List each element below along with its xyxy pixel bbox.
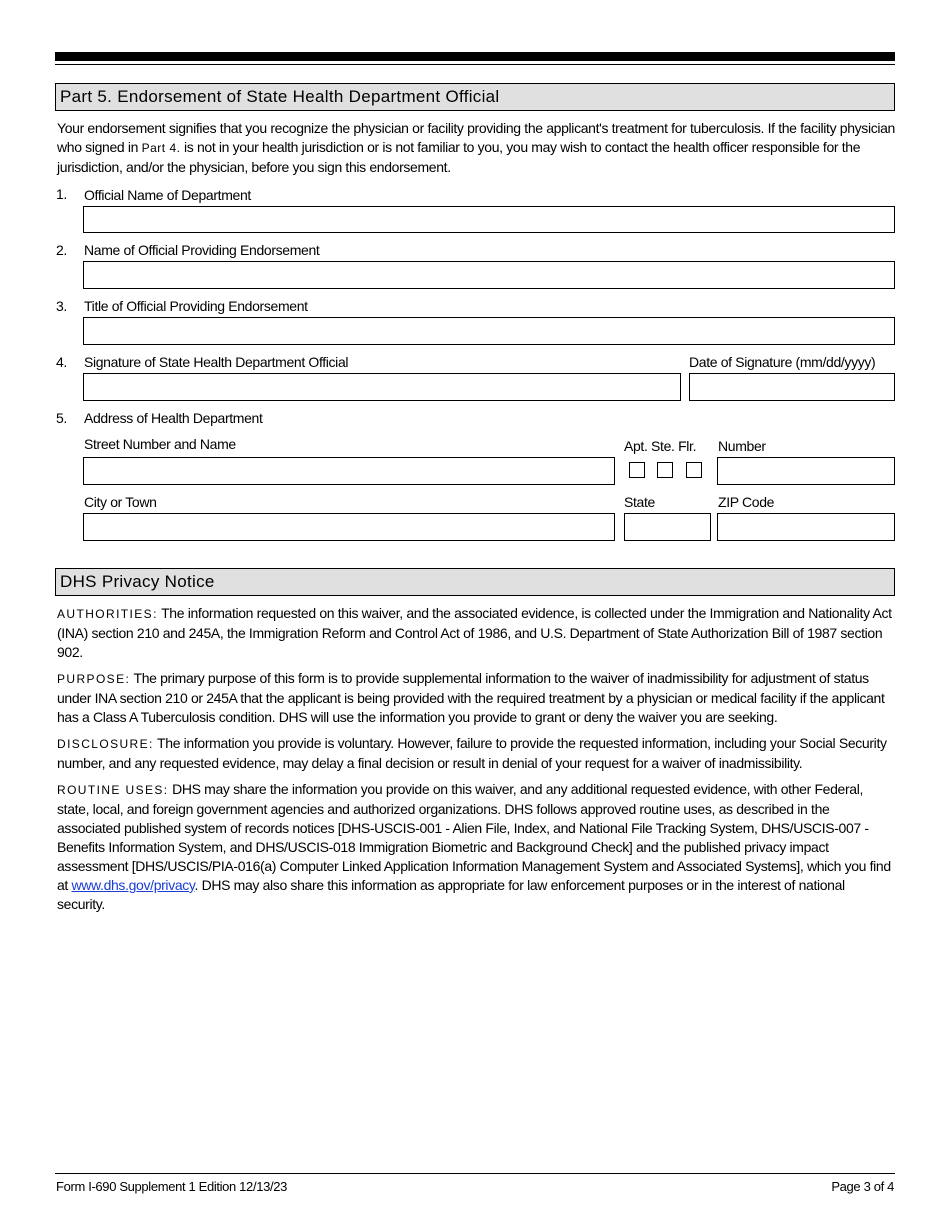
- city-field[interactable]: [83, 513, 615, 541]
- zip-label: ZIP Code: [718, 494, 775, 510]
- zip-field[interactable]: [717, 513, 895, 541]
- purpose-section: [57, 669, 893, 727]
- item-number: 2.: [56, 242, 67, 258]
- city-label: City or Town: [84, 494, 157, 510]
- part5-intro: [57, 119, 897, 177]
- street-field[interactable]: [83, 457, 615, 485]
- apt-checkbox[interactable]: [629, 462, 645, 478]
- number-label: Number: [718, 438, 766, 454]
- section-text: DHS may share the information you provide on this waiver, and any additional requested evidence, with other Federal, state, local, and foreign government agencies and authorized organizations. DHS follows approved routine uses, as described in the associated published system of records notices [DHS-USCIS-001 - Alien File, Index, and National File Tracking System, DHS/USCIS-007 - Benefits Information System, and DHS/USCIS-018 Immigration Biometric and Background Check] and the published privacy impact assessment [DHS/USCIS/PIA-016(a) Computer Linked Application Information Management System and Associated Systems], which you find at: [57, 781, 891, 893]
- authorities-section: [57, 604, 893, 662]
- disclosure-section: [57, 734, 893, 773]
- item-number: 4.: [56, 354, 67, 370]
- privacy-link[interactable]: www.dhs.gov/privacy: [71, 877, 195, 893]
- part4-ref: Part 4.: [141, 141, 181, 155]
- state-label: State: [624, 494, 655, 510]
- section-head: AUTHORITIES:: [57, 607, 158, 621]
- official-name-field[interactable]: [83, 261, 895, 289]
- section-text: The primary purpose of this form is to provide supplemental information to the waiver of inadmissibility for adjustment of status under INA section 210 or 245A that the applicant is being provided with the required treatment by a physician or medical facility if the applicant has a Class A Tuberculosis condition. DHS will use the information you provide to grant or deny the waiver you are seeking.: [57, 670, 885, 725]
- item-number: 1.: [56, 186, 67, 202]
- date-label: Date of Signature (mm/dd/yyyy): [689, 354, 876, 370]
- official-title-field[interactable]: [83, 317, 895, 345]
- item-number: 5.: [56, 410, 67, 426]
- date-field[interactable]: [689, 373, 895, 401]
- intro-text-2: is not in your health jurisdiction or is not familiar to you, you may wish to contact the health officer responsible for the jurisdiction, and/or the physician, before you sign this endorsement.: [57, 139, 861, 175]
- dept-name-field[interactable]: [83, 206, 895, 233]
- section-text: The information you provide is voluntary. However, failure to provide the requested information, including your Social Security number, and any requested evidence, may delay a final decision or result in denial of your request for a waiver of inadmissibility.: [57, 735, 887, 771]
- routine-uses-section: [57, 780, 893, 914]
- address-label: Address of Health Department: [84, 410, 263, 426]
- official-title-label: Title of Official Providing Endorsement: [84, 298, 308, 314]
- section-text: The information requested on this waiver, and the associated evidence, is collected under the Immigration and Nationality Act (INA) section 210 and 245A, the Immigration Reform and Control Act of 1986, and U.S. Department of State Authorization Bill of 1987 section 902.: [57, 605, 892, 660]
- top-thin-rule: [55, 64, 895, 65]
- page-number: Page 3 of 4: [831, 1179, 894, 1194]
- number-field[interactable]: [717, 457, 895, 485]
- privacy-notice: [57, 604, 893, 914]
- item-number: 3.: [56, 298, 67, 314]
- flr-checkbox[interactable]: [686, 462, 702, 478]
- top-rule: [55, 52, 895, 61]
- footer-rule: [55, 1173, 895, 1174]
- dept-name-label: Official Name of Department: [84, 187, 251, 203]
- ste-checkbox[interactable]: [657, 462, 673, 478]
- privacy-header: DHS Privacy Notice: [55, 568, 895, 596]
- signature-label: Signature of State Health Department Official: [84, 354, 349, 370]
- state-field[interactable]: [624, 513, 711, 541]
- section-head: PURPOSE:: [57, 672, 131, 686]
- apt-ste-flr-label: Apt. Ste. Flr.: [624, 438, 697, 454]
- official-name-label: Name of Official Providing Endorsement: [84, 242, 320, 258]
- street-label: Street Number and Name: [84, 436, 236, 452]
- form-edition: Form I-690 Supplement 1 Edition 12/13/23: [56, 1179, 287, 1194]
- section-head: ROUTINE USES:: [57, 783, 169, 797]
- section-text: . DHS may also share this information as appropriate for law enforcement purposes or in the interest of national security.: [57, 877, 845, 912]
- section-head: DISCLOSURE:: [57, 737, 154, 751]
- intro-text: Your endorsement signifies that you recognize the physician or facility providing the applicant's treatment for tuberculosis. If the facility physician who signed in: [57, 120, 895, 155]
- signature-field[interactable]: [83, 373, 681, 401]
- part5-header: Part 5. Endorsement of State Health Department Official: [55, 83, 895, 111]
